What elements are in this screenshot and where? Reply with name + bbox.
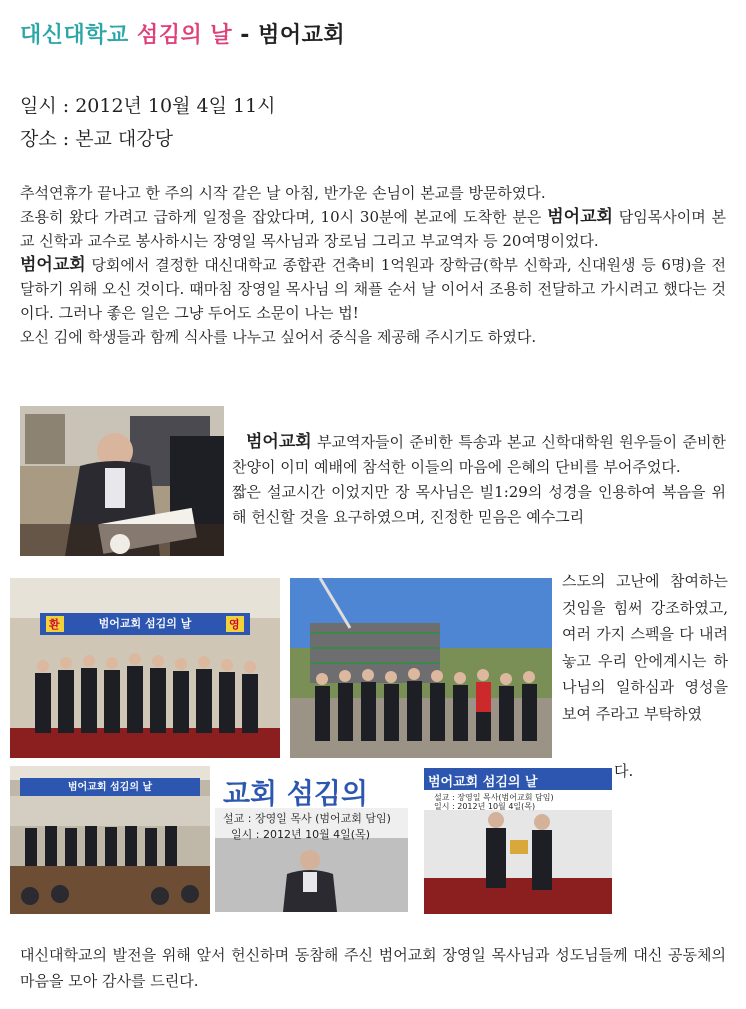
- banner-welcome-right: 영: [229, 618, 240, 631]
- banner-title: 범어교회 섬김의 날: [428, 775, 538, 790]
- photo-handshake: [424, 768, 612, 914]
- event-date: 일시 : 2012년 10월 4일 11시: [20, 95, 276, 117]
- banner-title-large: 교회 섬김의: [223, 777, 368, 810]
- title-school: 대신대학교: [20, 23, 129, 48]
- page-title: [20, 18, 345, 49]
- banner-preacher: 설교 : 장영일 목사(범어교회 담임): [434, 793, 554, 802]
- banner-title: 범어교회 섬김의 날: [67, 782, 153, 793]
- photo-signing: [20, 406, 224, 556]
- photo-preacher: [215, 768, 408, 912]
- title-church: - 범어교회: [240, 23, 346, 48]
- church-name-highlight: 범어교회: [20, 255, 86, 275]
- side-paragraph-2: 짧은 설교시간 이었지만 장 목사님은 빌1:29의 성경을 인용하여 복음을 위해 헌신할 것을 요구하였으며, 진정한 믿음은 예수그리: [232, 483, 726, 526]
- banner-preacher: 설교 : 장영일 목사 (범어교회 담임): [223, 812, 391, 825]
- photo-choir: [10, 766, 210, 914]
- event-place: 장소 : 본교 대강당: [20, 128, 173, 150]
- closing-paragraph: 대신대학교의 발전을 위해 앞서 헌신하며 동참해 주신 범어교회 장영일 목사님과 성도님들께 대신 공동체의 마음을 모아 감사를 드린다.: [20, 946, 726, 990]
- banner-date: 일시 : 2012년 10월 4일(목): [231, 828, 371, 841]
- title-event: 섬김의 날: [136, 23, 233, 48]
- banner-welcome-left: 환: [49, 618, 60, 631]
- banner-date: 일시 : 2012년 10월 4일(목): [434, 802, 536, 811]
- photo-group-outdoor: [290, 578, 552, 758]
- side-paragraph-3: 스도의 고난에 참여하는 것임을 힘써 강조하였고, 여러 가지 스펙을 다 내려놓고 우리 안에계시는 하나님의 일하심과 영성을 보여 주라고 부탁하였: [562, 572, 728, 723]
- banner-title: 범어교회 섬김의 날: [98, 617, 192, 630]
- paragraph-2: 조용히 왔다 가려고 급하게 일정을 잡았다며, 10시 30분에 본교에 도착한 분은 범어교회 담임목사이며 본교 신학과 교수로 봉사하시는 장영일 목사님과 장로님 그리고 부교역자 등 20여명이었다.: [20, 207, 726, 250]
- church-name-highlight: 범어교회: [547, 207, 613, 227]
- photo-group-auditorium: [10, 578, 280, 758]
- paragraph-3: 범어교회 당회에서 결정한 대신대학교 종합관 건축비 1억원과 장학금(학부 신학과, 신대원생 등 6명)을 전달하기 위해 오신 것이다. 때마침 장영일 목사님 의 채플 순서 날 이어서 조용히 전달하고 가시려고 했다는 것이다. 그러나 좋은 일은 그냥 두어도 소문이 나는 법!: [20, 255, 726, 322]
- side-paragraph-3-end: 다.: [614, 762, 634, 780]
- paragraph-1: 추석연휴가 끝나고 한 주의 시작 같은 날 아침, 반가운 손님이 본교를 방문하였다.: [20, 184, 546, 202]
- church-name-highlight: 범어교회: [246, 432, 312, 452]
- paragraph-4: 오신 김에 학생들과 함께 식사를 나누고 싶어서 중식을 제공해 주시기도 하였다.: [20, 328, 537, 346]
- body-text: [20, 181, 726, 349]
- side-paragraph: 범어교회 부교역자들이 준비한 특송과 본교 신학대학원 원우들이 준비한 찬양이 이미 예배에 참석한 이들의 마음에 은혜의 단비를 부어주었다. 짧은 설교시간 이었지만 장 목사님은 빌1:29의 성경을 인용하여 복음을 위해 헌신할 것을 요구하였으며, 진정한 믿음은 예수그리: [232, 430, 726, 530]
